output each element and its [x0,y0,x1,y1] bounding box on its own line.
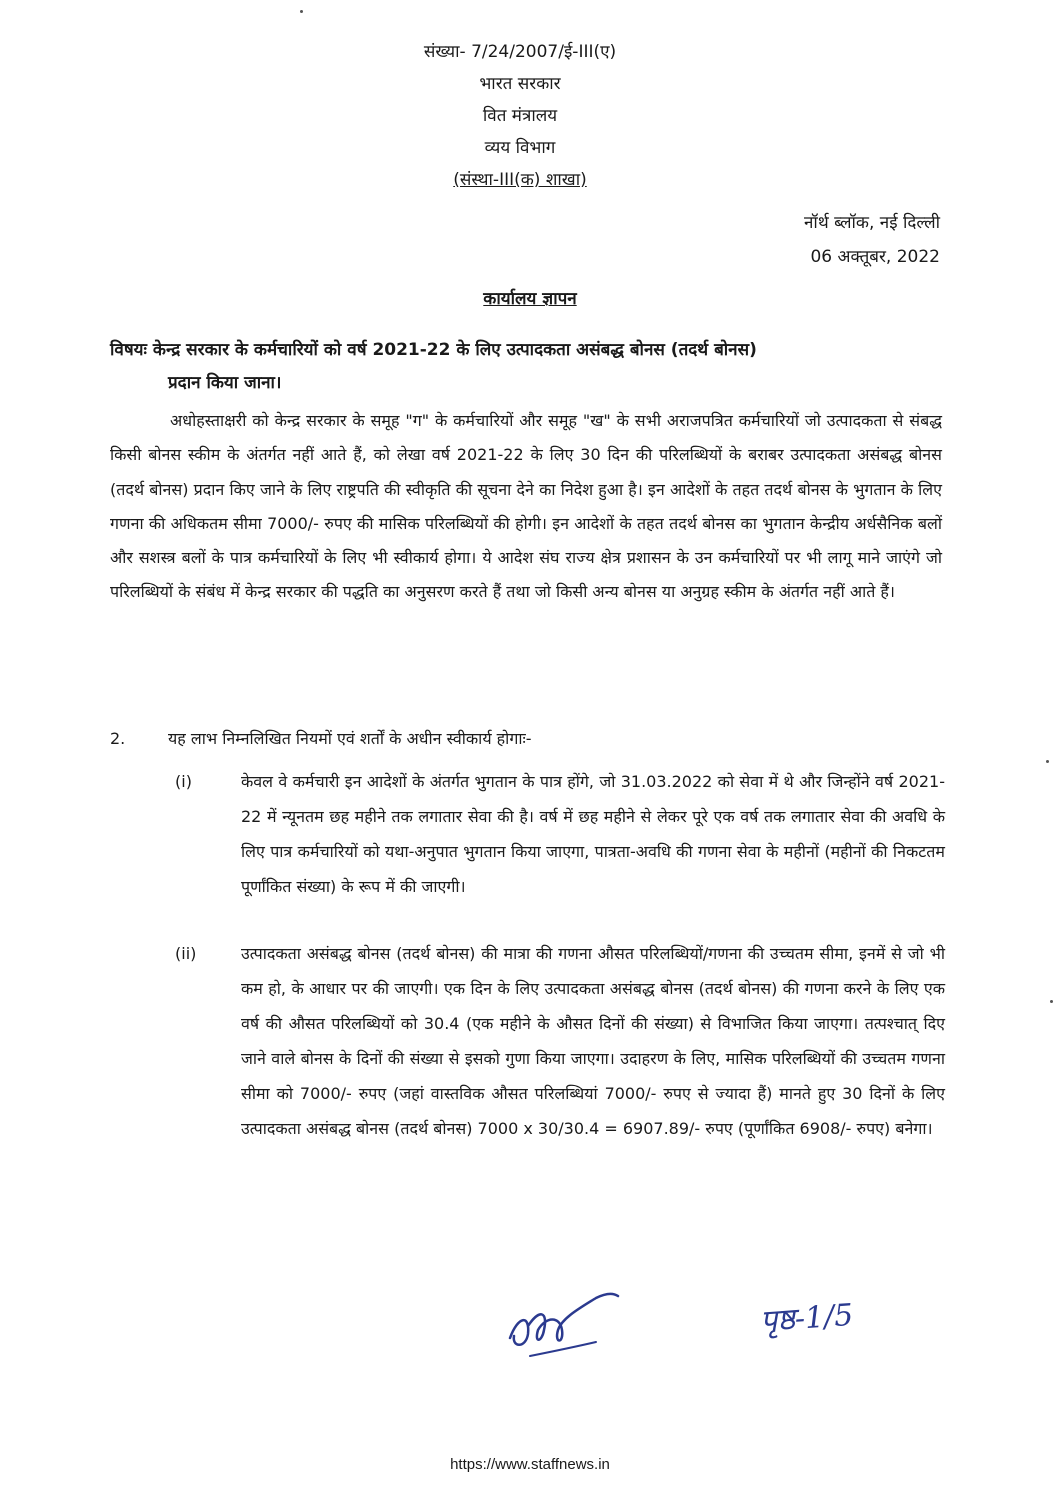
item-numeral: (i) [175,772,192,791]
paragraph-2 [110,724,942,754]
subject-block [110,334,950,400]
scan-speck [1046,760,1049,763]
page-number-mark: पृष्ठ-1/5 [759,1297,855,1340]
list-item [165,764,945,904]
signature-initials [500,1286,640,1366]
item-numeral: (ii) [175,944,197,963]
place: नॉर्थ ब्लॉक, नई दिल्ली [803,213,940,233]
footer-url: https://www.staffnews.in [450,1456,610,1473]
date: 06 अक्तूबर, 2022 [810,247,940,267]
memo-title: कार्यालय ज्ञापन [483,289,577,309]
reference-number: संख्या- 7/24/2007/ई-III(ए) [423,42,617,62]
subject-line-2: प्रदान किया जाना। [168,373,282,393]
list-item [165,936,945,1146]
item-text: केवल वे कर्मचारी इन आदेशों के अंतर्गत भुगतान के पात्र होंगे, जो 31.03.2022 को सेवा में थे और जिन्होंने वर्ष 2021-22 में न्यूनतम छह महीने तक लगातार सेवा की है। वर्ष में छह महीने से लेकर पूरे एक वर्ष तक लगातार सेवा की अवधि के लिए पात्र कर्मचारियों को यथा-अनुपात भुगतान किया जाएगा, पात्रता-अवधि की गणना सेवा के महीनों (महीनों की निकटतम पूर्णांकित संख्या) के रूप में की जाएगी। [241,772,945,896]
paragraph-2-text: यह लाभ निम्नलिखित नियमों एवं शर्तों के अधीन स्वीकार्य होगाः- [168,729,532,748]
subject-line-1: केन्द्र सरकार के कर्मचारियों को वर्ष 2021-22 के लिए उत्पादकता असंबद्ध बोनस (तदर्थ बोनस) [152,340,757,360]
subject-label: विषयः [110,340,147,360]
government-name: भारत सरकार [479,74,561,94]
ministry-name: वित मंत्रालय [482,106,558,126]
letterhead [330,36,710,196]
scan-speck [300,10,303,13]
paragraph-2-number: 2. [110,729,126,748]
scan-speck [1050,1000,1053,1003]
department-name: व्यय विभाग [484,138,556,158]
place-date-block [804,206,940,274]
section-name: (संस्था-III(क) शाखा) [453,170,587,190]
item-text: उत्पादकता असंबद्ध बोनस (तदर्थ बोनस) की मात्रा की गणना औसत परिलब्धियों/गणना की उच्चतम सीमा, इनमें से जो भी कम हो, के आधार पर की जाएगी। एक दिन के लिए उत्पादकता असंबद्ध बोनस (तदर्थ बोनस) की गणना करने के लिए एक वर्ष की औसत परिलब्धियों को 30.4 (एक महीने के औसत दिनों की संख्या) से विभाजित किया जाएगा। तत्पश्चात् दिए जाने वाले बोनस के दिनों की संख्या से इसको गुणा किया जाएगा। उदाहरण के लिए, मासिक परिलब्धियों की उच्चतम गणना सीमा को 7000/- रुपए (जहां वास्तविक औसत परिलब्धियां 7000/- रुपए से ज्यादा हैं) मानते हुए 30 दिनों के लिए उत्पादकता असंबद्ध बोनस (तदर्थ बोनस) 7000 x 30/30.4 = 6907.89/- रुपए (पूर्णांकित 6908/- रुपए) बनेगा। [241,944,945,1138]
paragraph-1: अधोहस्ताक्षरी को केन्द्र सरकार के समूह "ग" के कर्मचारियों और समूह "ख" के सभी अराजपत्रित कर्मचारियों जो उत्पादकता से संबद्ध किसी बोनस स्कीम के अंतर्गत नहीं आते हैं, को लेखा वर्ष 2021-22 के लिए 30 दिन की परिलब्धियों के बराबर उत्पादकता असंबद्ध बोनस (तदर्थ बोनस) प्रदान किए जाने के लिए राष्ट्रपति की स्वीकृति की सूचना देने का निदेश हुआ है। इन आदेशों के तहत तदर्थ बोनस के भुगतान के लिए गणना की अधिकतम सीमा 7000/- रुपए की मासिक परिलब्धियों की होगी। इन आदेशों के तहत तदर्थ बोनस का भुगतान केन्द्रीय अर्धसैनिक बलों और सशस्त्र बलों के पात्र कर्मचारियों के लिए भी स्वीकार्य होगा। ये आदेश संघ राज्य क्षेत्र प्रशासन के उन कर्मचारियों पर भी लागू माने जाएंगे जो परिलब्धियों के संबंध में केन्द्र सरकार की पद्धति का अनुसरण करते हैं तथा जो किसी अन्य बोनस या अनुग्रह स्कीम के अंतर्गत नहीं आते हैं। [110,411,942,602]
